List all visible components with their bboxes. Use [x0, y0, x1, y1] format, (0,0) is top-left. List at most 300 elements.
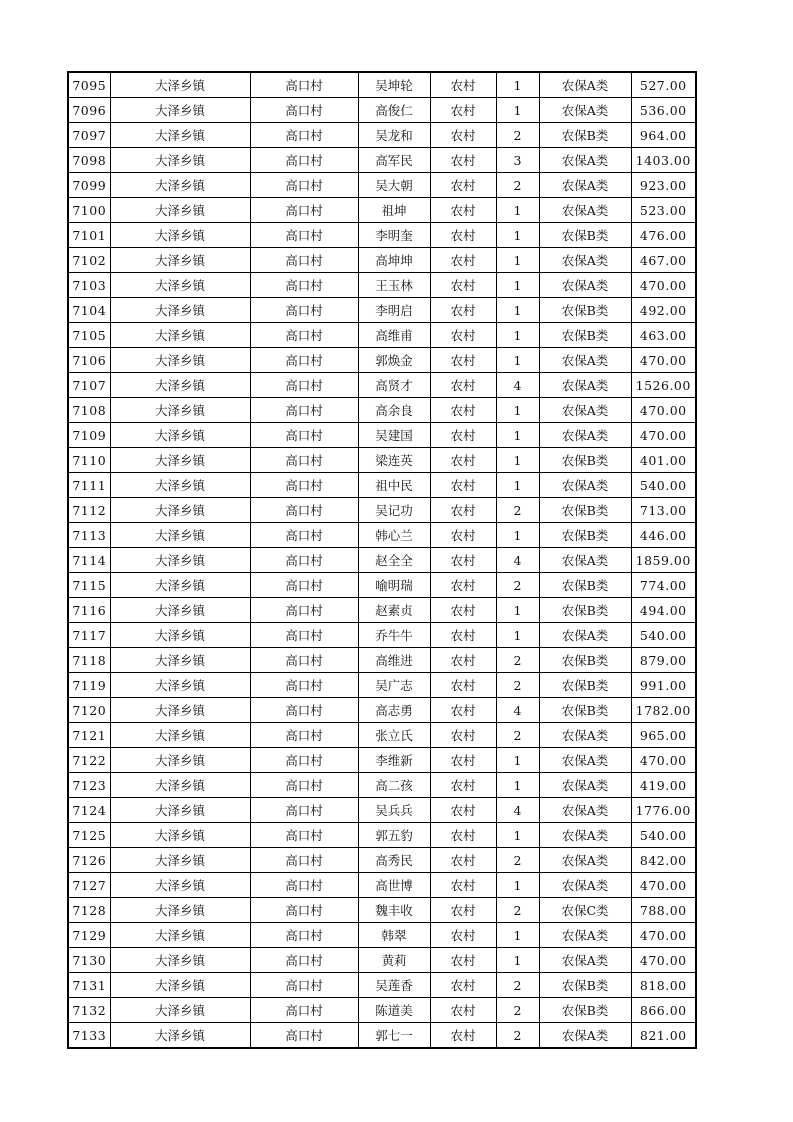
record-number-cell: 7128	[68, 898, 110, 923]
record-number-cell: 7114	[68, 548, 110, 573]
record-number-cell: 7129	[68, 923, 110, 948]
person-count-cell: 1	[496, 748, 539, 773]
insurance-category-cell: 农保B类	[539, 573, 631, 598]
amount-cell: 527.00	[631, 72, 696, 98]
table-row	[68, 298, 696, 323]
record-number-cell: 7103	[68, 273, 110, 298]
household-type-cell: 农村	[430, 423, 496, 448]
person-name-cell: 赵全全	[358, 548, 430, 573]
village-cell: 高口村	[250, 798, 358, 823]
household-type-cell: 农村	[430, 473, 496, 498]
household-type-cell: 农村	[430, 72, 496, 98]
household-type-cell: 农村	[430, 173, 496, 198]
township-cell: 大泽乡镇	[110, 123, 250, 148]
household-type-cell: 农村	[430, 548, 496, 573]
person-count-cell: 1	[496, 348, 539, 373]
table-row	[68, 673, 696, 698]
record-number-cell: 7108	[68, 398, 110, 423]
person-name-cell: 李维新	[358, 748, 430, 773]
insurance-category-cell: 农保A类	[539, 173, 631, 198]
village-cell: 高口村	[250, 648, 358, 673]
person-count-cell: 1	[496, 623, 539, 648]
village-cell: 高口村	[250, 148, 358, 173]
record-number-cell: 7124	[68, 798, 110, 823]
township-cell: 大泽乡镇	[110, 1023, 250, 1049]
insurance-category-cell: 农保B类	[539, 998, 631, 1023]
insurance-category-cell: 农保C类	[539, 898, 631, 923]
person-count-cell: 4	[496, 798, 539, 823]
household-type-cell: 农村	[430, 448, 496, 473]
table-row	[68, 798, 696, 823]
village-cell: 高口村	[250, 823, 358, 848]
household-type-cell: 农村	[430, 573, 496, 598]
table-row	[68, 873, 696, 898]
record-number-cell: 7106	[68, 348, 110, 373]
person-name-cell: 高志勇	[358, 698, 430, 723]
table-row	[68, 448, 696, 473]
person-name-cell: 梁连英	[358, 448, 430, 473]
record-number-cell: 7095	[68, 72, 110, 98]
township-cell: 大泽乡镇	[110, 348, 250, 373]
village-cell: 高口村	[250, 573, 358, 598]
amount-cell: 470.00	[631, 948, 696, 973]
village-cell: 高口村	[250, 173, 358, 198]
person-name-cell: 高维进	[358, 648, 430, 673]
amount-cell: 523.00	[631, 198, 696, 223]
township-cell: 大泽乡镇	[110, 223, 250, 248]
village-cell: 高口村	[250, 923, 358, 948]
household-type-cell: 农村	[430, 923, 496, 948]
insurance-category-cell: 农保A类	[539, 348, 631, 373]
village-cell: 高口村	[250, 873, 358, 898]
township-cell: 大泽乡镇	[110, 72, 250, 98]
table-row	[68, 223, 696, 248]
household-type-cell: 农村	[430, 523, 496, 548]
household-type-cell: 农村	[430, 848, 496, 873]
person-name-cell: 吴龙和	[358, 123, 430, 148]
insurance-category-cell: 农保A类	[539, 548, 631, 573]
record-number-cell: 7132	[68, 998, 110, 1023]
record-number-cell: 7102	[68, 248, 110, 273]
person-count-cell: 1	[496, 223, 539, 248]
table-row	[68, 523, 696, 548]
township-cell: 大泽乡镇	[110, 623, 250, 648]
household-type-cell: 农村	[430, 948, 496, 973]
amount-cell: 821.00	[631, 1023, 696, 1049]
household-type-cell: 农村	[430, 148, 496, 173]
amount-cell: 540.00	[631, 623, 696, 648]
insurance-category-cell: 农保A类	[539, 98, 631, 123]
village-cell: 高口村	[250, 323, 358, 348]
person-name-cell: 吴广志	[358, 673, 430, 698]
village-cell: 高口村	[250, 123, 358, 148]
village-cell: 高口村	[250, 673, 358, 698]
person-name-cell: 张立氏	[358, 723, 430, 748]
amount-cell: 470.00	[631, 398, 696, 423]
insurance-category-cell: 农保B类	[539, 673, 631, 698]
person-count-cell: 2	[496, 998, 539, 1023]
record-number-cell: 7104	[68, 298, 110, 323]
table-row	[68, 973, 696, 998]
amount-cell: 788.00	[631, 898, 696, 923]
township-cell: 大泽乡镇	[110, 523, 250, 548]
township-cell: 大泽乡镇	[110, 848, 250, 873]
person-count-cell: 2	[496, 848, 539, 873]
township-cell: 大泽乡镇	[110, 673, 250, 698]
record-number-cell: 7111	[68, 473, 110, 498]
insurance-category-cell: 农保B类	[539, 448, 631, 473]
record-number-cell: 7101	[68, 223, 110, 248]
record-number-cell: 7110	[68, 448, 110, 473]
person-count-cell: 2	[496, 1023, 539, 1049]
insurance-category-cell: 农保B类	[539, 698, 631, 723]
person-name-cell: 韩翠	[358, 923, 430, 948]
table-row	[68, 72, 696, 98]
village-cell: 高口村	[250, 298, 358, 323]
person-name-cell: 赵素贞	[358, 598, 430, 623]
record-number-cell: 7115	[68, 573, 110, 598]
person-name-cell: 高二孩	[358, 773, 430, 798]
table-row	[68, 598, 696, 623]
table-row	[68, 498, 696, 523]
township-cell: 大泽乡镇	[110, 373, 250, 398]
record-number-cell: 7096	[68, 98, 110, 123]
person-count-cell: 1	[496, 298, 539, 323]
township-cell: 大泽乡镇	[110, 798, 250, 823]
amount-cell: 923.00	[631, 173, 696, 198]
record-number-cell: 7125	[68, 823, 110, 848]
insurance-category-cell: 农保A类	[539, 423, 631, 448]
person-name-cell: 吴建国	[358, 423, 430, 448]
village-cell: 高口村	[250, 773, 358, 798]
amount-cell: 470.00	[631, 873, 696, 898]
household-type-cell: 农村	[430, 598, 496, 623]
village-cell: 高口村	[250, 523, 358, 548]
person-name-cell: 吴记功	[358, 498, 430, 523]
record-number-cell: 7120	[68, 698, 110, 723]
record-number-cell: 7099	[68, 173, 110, 198]
person-name-cell: 吴大朝	[358, 173, 430, 198]
person-count-cell: 1	[496, 948, 539, 973]
township-cell: 大泽乡镇	[110, 298, 250, 323]
insurance-category-cell: 农保A类	[539, 748, 631, 773]
village-cell: 高口村	[250, 598, 358, 623]
township-cell: 大泽乡镇	[110, 773, 250, 798]
household-type-cell: 农村	[430, 623, 496, 648]
insurance-category-cell: 农保B类	[539, 523, 631, 548]
household-type-cell: 农村	[430, 673, 496, 698]
person-count-cell: 1	[496, 523, 539, 548]
record-number-cell: 7126	[68, 848, 110, 873]
table-row	[68, 548, 696, 573]
insurance-category-cell: 农保B类	[539, 973, 631, 998]
amount-cell: 470.00	[631, 923, 696, 948]
table-row	[68, 398, 696, 423]
person-count-cell: 1	[496, 273, 539, 298]
person-name-cell: 高俊仁	[358, 98, 430, 123]
record-number-cell: 7122	[68, 748, 110, 773]
table-row	[68, 723, 696, 748]
village-cell: 高口村	[250, 248, 358, 273]
table-row	[68, 348, 696, 373]
table-row	[68, 148, 696, 173]
household-type-cell: 农村	[430, 298, 496, 323]
insurance-category-cell: 农保A类	[539, 773, 631, 798]
table-row	[68, 748, 696, 773]
amount-cell: 842.00	[631, 848, 696, 873]
table-row	[68, 123, 696, 148]
township-cell: 大泽乡镇	[110, 98, 250, 123]
record-number-cell: 7113	[68, 523, 110, 548]
table-row	[68, 623, 696, 648]
amount-cell: 818.00	[631, 973, 696, 998]
amount-cell: 470.00	[631, 423, 696, 448]
township-cell: 大泽乡镇	[110, 648, 250, 673]
household-type-cell: 农村	[430, 498, 496, 523]
person-name-cell: 魏丰收	[358, 898, 430, 923]
person-name-cell: 高坤坤	[358, 248, 430, 273]
table-row	[68, 248, 696, 273]
township-cell: 大泽乡镇	[110, 398, 250, 423]
insurance-category-cell: 农保A类	[539, 798, 631, 823]
table-row	[68, 698, 696, 723]
household-type-cell: 农村	[430, 248, 496, 273]
township-cell: 大泽乡镇	[110, 573, 250, 598]
township-cell: 大泽乡镇	[110, 423, 250, 448]
table-row	[68, 823, 696, 848]
township-cell: 大泽乡镇	[110, 973, 250, 998]
amount-cell: 1403.00	[631, 148, 696, 173]
amount-cell: 965.00	[631, 723, 696, 748]
household-type-cell: 农村	[430, 273, 496, 298]
roster-table	[67, 71, 697, 1049]
person-name-cell: 吴坤轮	[358, 72, 430, 98]
township-cell: 大泽乡镇	[110, 698, 250, 723]
person-name-cell: 祖坤	[358, 198, 430, 223]
township-cell: 大泽乡镇	[110, 923, 250, 948]
amount-cell: 476.00	[631, 223, 696, 248]
township-cell: 大泽乡镇	[110, 273, 250, 298]
household-type-cell: 农村	[430, 373, 496, 398]
record-number-cell: 7100	[68, 198, 110, 223]
person-name-cell: 喻明瑞	[358, 573, 430, 598]
amount-cell: 964.00	[631, 123, 696, 148]
table-row	[68, 573, 696, 598]
person-name-cell: 高世博	[358, 873, 430, 898]
person-count-cell: 2	[496, 573, 539, 598]
amount-cell: 401.00	[631, 448, 696, 473]
table-row	[68, 773, 696, 798]
insurance-category-cell: 农保A类	[539, 398, 631, 423]
village-cell: 高口村	[250, 448, 358, 473]
amount-cell: 446.00	[631, 523, 696, 548]
record-number-cell: 7127	[68, 873, 110, 898]
person-name-cell: 李明启	[358, 298, 430, 323]
person-count-cell: 3	[496, 148, 539, 173]
township-cell: 大泽乡镇	[110, 248, 250, 273]
amount-cell: 470.00	[631, 748, 696, 773]
township-cell: 大泽乡镇	[110, 998, 250, 1023]
person-count-cell: 1	[496, 98, 539, 123]
village-cell: 高口村	[250, 1023, 358, 1049]
record-number-cell: 7107	[68, 373, 110, 398]
household-type-cell: 农村	[430, 1023, 496, 1049]
village-cell: 高口村	[250, 473, 358, 498]
record-number-cell: 7118	[68, 648, 110, 673]
person-count-cell: 2	[496, 173, 539, 198]
person-name-cell: 乔牛牛	[358, 623, 430, 648]
person-name-cell: 王玉林	[358, 273, 430, 298]
village-cell: 高口村	[250, 848, 358, 873]
household-type-cell: 农村	[430, 773, 496, 798]
amount-cell: 1859.00	[631, 548, 696, 573]
amount-cell: 1526.00	[631, 373, 696, 398]
household-type-cell: 农村	[430, 323, 496, 348]
person-name-cell: 黄莉	[358, 948, 430, 973]
person-name-cell: 高贤才	[358, 373, 430, 398]
person-count-cell: 1	[496, 448, 539, 473]
village-cell: 高口村	[250, 948, 358, 973]
roster-table-body	[68, 72, 696, 1048]
record-number-cell: 7116	[68, 598, 110, 623]
amount-cell: 774.00	[631, 573, 696, 598]
table-row	[68, 923, 696, 948]
insurance-category-cell: 农保A类	[539, 948, 631, 973]
township-cell: 大泽乡镇	[110, 873, 250, 898]
insurance-category-cell: 农保A类	[539, 623, 631, 648]
household-type-cell: 农村	[430, 648, 496, 673]
amount-cell: 879.00	[631, 648, 696, 673]
person-name-cell: 高军民	[358, 148, 430, 173]
person-name-cell: 祖中民	[358, 473, 430, 498]
amount-cell: 463.00	[631, 323, 696, 348]
township-cell: 大泽乡镇	[110, 723, 250, 748]
person-name-cell: 高余良	[358, 398, 430, 423]
record-number-cell: 7133	[68, 1023, 110, 1049]
insurance-category-cell: 农保B类	[539, 298, 631, 323]
insurance-category-cell: 农保A类	[539, 823, 631, 848]
household-type-cell: 农村	[430, 198, 496, 223]
person-name-cell: 高维甫	[358, 323, 430, 348]
amount-cell: 494.00	[631, 598, 696, 623]
township-cell: 大泽乡镇	[110, 323, 250, 348]
amount-cell: 540.00	[631, 473, 696, 498]
household-type-cell: 农村	[430, 723, 496, 748]
village-cell: 高口村	[250, 98, 358, 123]
household-type-cell: 农村	[430, 798, 496, 823]
insurance-category-cell: 农保A类	[539, 273, 631, 298]
village-cell: 高口村	[250, 723, 358, 748]
insurance-category-cell: 农保A类	[539, 248, 631, 273]
township-cell: 大泽乡镇	[110, 948, 250, 973]
table-row	[68, 848, 696, 873]
record-number-cell: 7112	[68, 498, 110, 523]
amount-cell: 492.00	[631, 298, 696, 323]
household-type-cell: 农村	[430, 123, 496, 148]
insurance-category-cell: 农保A类	[539, 148, 631, 173]
amount-cell: 713.00	[631, 498, 696, 523]
village-cell: 高口村	[250, 748, 358, 773]
person-name-cell: 吴兵兵	[358, 798, 430, 823]
village-cell: 高口村	[250, 998, 358, 1023]
township-cell: 大泽乡镇	[110, 898, 250, 923]
village-cell: 高口村	[250, 373, 358, 398]
record-number-cell: 7130	[68, 948, 110, 973]
person-count-cell: 4	[496, 548, 539, 573]
township-cell: 大泽乡镇	[110, 448, 250, 473]
person-count-cell: 1	[496, 473, 539, 498]
village-cell: 高口村	[250, 223, 358, 248]
person-name-cell: 陈道美	[358, 998, 430, 1023]
person-name-cell: 韩心兰	[358, 523, 430, 548]
village-cell: 高口村	[250, 498, 358, 523]
insurance-category-cell: 农保B类	[539, 223, 631, 248]
table-row	[68, 323, 696, 348]
record-number-cell: 7109	[68, 423, 110, 448]
amount-cell: 991.00	[631, 673, 696, 698]
township-cell: 大泽乡镇	[110, 473, 250, 498]
insurance-category-cell: 农保A类	[539, 198, 631, 223]
amount-cell: 1776.00	[631, 798, 696, 823]
township-cell: 大泽乡镇	[110, 148, 250, 173]
insurance-category-cell: 农保A类	[539, 848, 631, 873]
township-cell: 大泽乡镇	[110, 198, 250, 223]
township-cell: 大泽乡镇	[110, 748, 250, 773]
person-count-cell: 1	[496, 323, 539, 348]
amount-cell: 470.00	[631, 273, 696, 298]
household-type-cell: 农村	[430, 348, 496, 373]
record-number-cell: 7121	[68, 723, 110, 748]
person-count-cell: 1	[496, 773, 539, 798]
household-type-cell: 农村	[430, 398, 496, 423]
village-cell: 高口村	[250, 423, 358, 448]
household-type-cell: 农村	[430, 748, 496, 773]
township-cell: 大泽乡镇	[110, 173, 250, 198]
table-row	[68, 948, 696, 973]
village-cell: 高口村	[250, 548, 358, 573]
village-cell: 高口村	[250, 973, 358, 998]
record-number-cell: 7097	[68, 123, 110, 148]
person-count-cell: 2	[496, 648, 539, 673]
insurance-category-cell: 农保A类	[539, 723, 631, 748]
person-count-cell: 1	[496, 398, 539, 423]
amount-cell: 1782.00	[631, 698, 696, 723]
household-type-cell: 农村	[430, 698, 496, 723]
insurance-category-cell: 农保B类	[539, 648, 631, 673]
township-cell: 大泽乡镇	[110, 598, 250, 623]
household-type-cell: 农村	[430, 998, 496, 1023]
table-row	[68, 1023, 696, 1049]
household-type-cell: 农村	[430, 823, 496, 848]
record-number-cell: 7119	[68, 673, 110, 698]
table-row	[68, 173, 696, 198]
amount-cell: 540.00	[631, 823, 696, 848]
person-count-cell: 1	[496, 823, 539, 848]
person-count-cell: 2	[496, 723, 539, 748]
amount-cell: 536.00	[631, 98, 696, 123]
household-type-cell: 农村	[430, 223, 496, 248]
person-name-cell: 郭五豹	[358, 823, 430, 848]
township-cell: 大泽乡镇	[110, 823, 250, 848]
table-row	[68, 198, 696, 223]
person-name-cell: 郭七一	[358, 1023, 430, 1049]
person-name-cell: 吴莲香	[358, 973, 430, 998]
person-name-cell: 高秀民	[358, 848, 430, 873]
person-name-cell: 李明奎	[358, 223, 430, 248]
person-count-cell: 1	[496, 598, 539, 623]
insurance-category-cell: 农保B类	[539, 498, 631, 523]
person-count-cell: 2	[496, 898, 539, 923]
